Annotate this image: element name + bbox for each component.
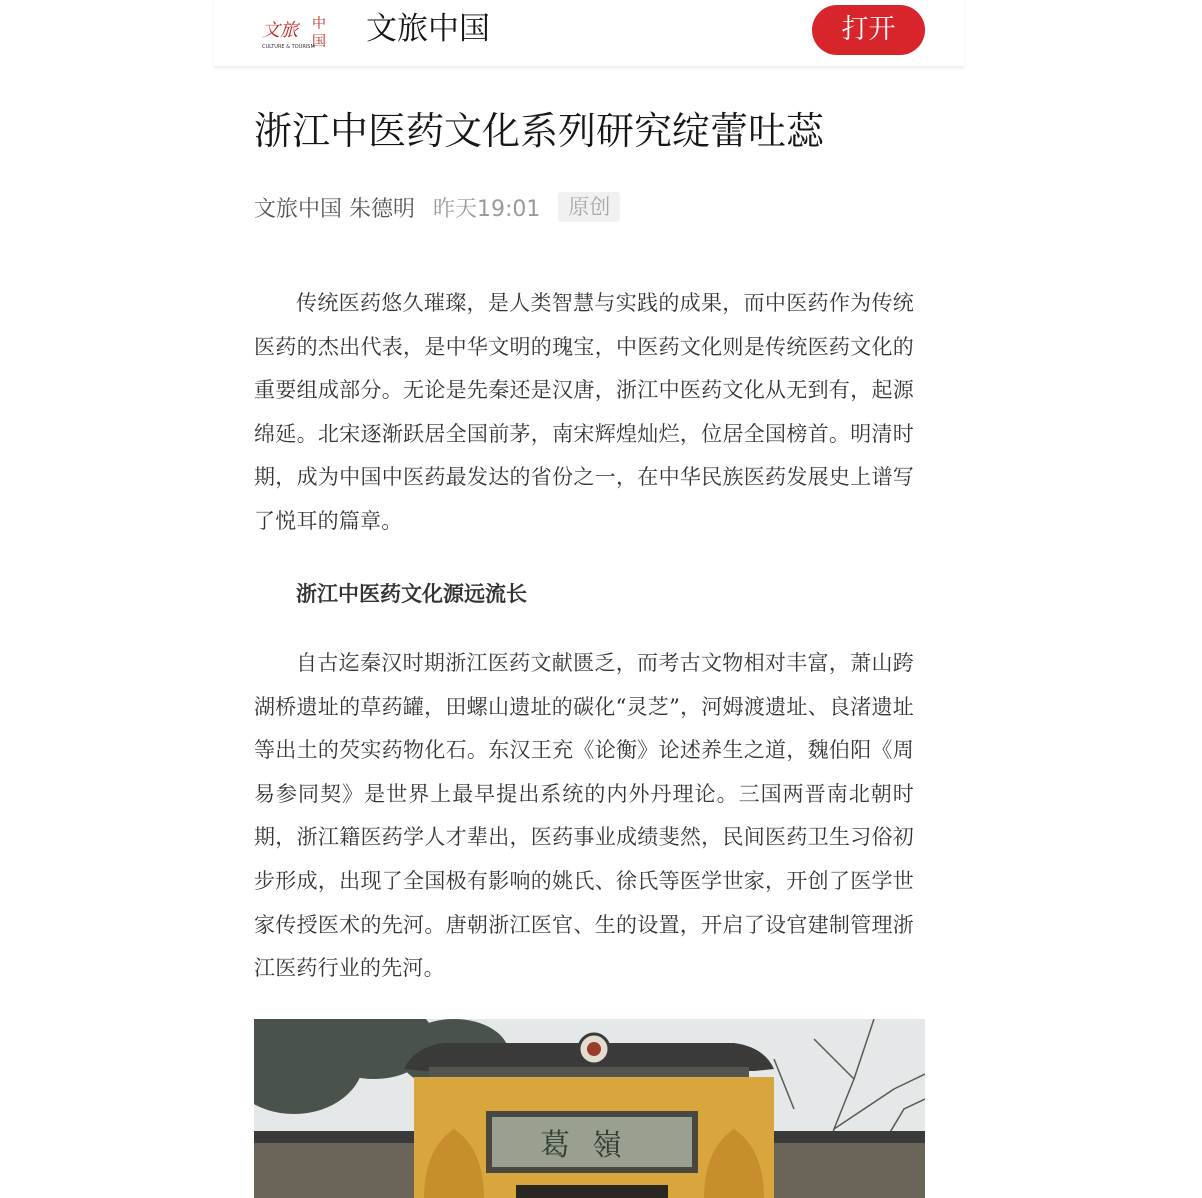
article-source[interactable]: 文旅中国 朱德明 — [254, 196, 415, 222]
plaque-text: 葛嶺 — [540, 1128, 644, 1163]
svg-text:国: 国 — [312, 34, 326, 50]
article-subheading: 浙江中医药文化源远流长 — [296, 581, 527, 606]
logo-subtitle: CULTURE & TOURISM — [262, 44, 315, 50]
open-app-button[interactable]: 打开 — [812, 5, 925, 55]
article-image[interactable] — [254, 1019, 925, 1198]
original-badge: 原创 — [558, 192, 620, 222]
app-name: 文旅中国 — [366, 11, 490, 47]
brand-logo[interactable] — [260, 8, 336, 52]
logo-mark-icon — [260, 8, 336, 52]
article-meta — [254, 190, 620, 224]
svg-text:中: 中 — [312, 16, 326, 32]
article-time: 昨天19:01 — [433, 196, 541, 222]
gate-photo — [254, 1019, 925, 1198]
article-paragraph-1: 传统医药悠久璀璨，是人类智慧与实践的成果，而中医药作为传统医药的杰出代表，是中华文明的瑰宝，中医药文化则是传统医药文化的重要组成部分。无论是先秦还是汉唐，浙江中医药文化从无到有，起源绵延。北宋逐渐跃居全国前茅，南宋辉煌灿烂，位居全国榜首。明清时期，成为中国中医药最发达的省份之一，在中华民族医药发展史上谱写了悦耳的篇章。 — [254, 291, 914, 533]
svg-text:文旅: 文旅 — [262, 20, 298, 41]
article-paragraph-2: 自古迄秦汉时期浙江医药文献匮乏，而考古文物相对丰富，萧山跨湖桥遗址的草药罐，田螺山遗址的碳化“灵芝”，河姆渡遗址、良渚遗址等出土的芡实药物化石。东汉王充《论衡》论述养生之道，魏伯阳《周易参同契》是世界上最早提出系统的内外丹理论。三国两晋南北朝时期，浙江籍医药学人才辈出，医药事业成绩斐然，民间医药卫生习俗初步形成，出现了全国极有影响的姚氏、徐氏等医学世家，开创了医学世家传授医术的先河。唐朝浙江医官、生的设置，开启了设官建制管理浙江医药行业的先河。 — [254, 651, 914, 981]
article-title: 浙江中医药文化系列研究绽蕾吐蕊 — [254, 109, 825, 153]
app-header — [214, 0, 964, 67]
